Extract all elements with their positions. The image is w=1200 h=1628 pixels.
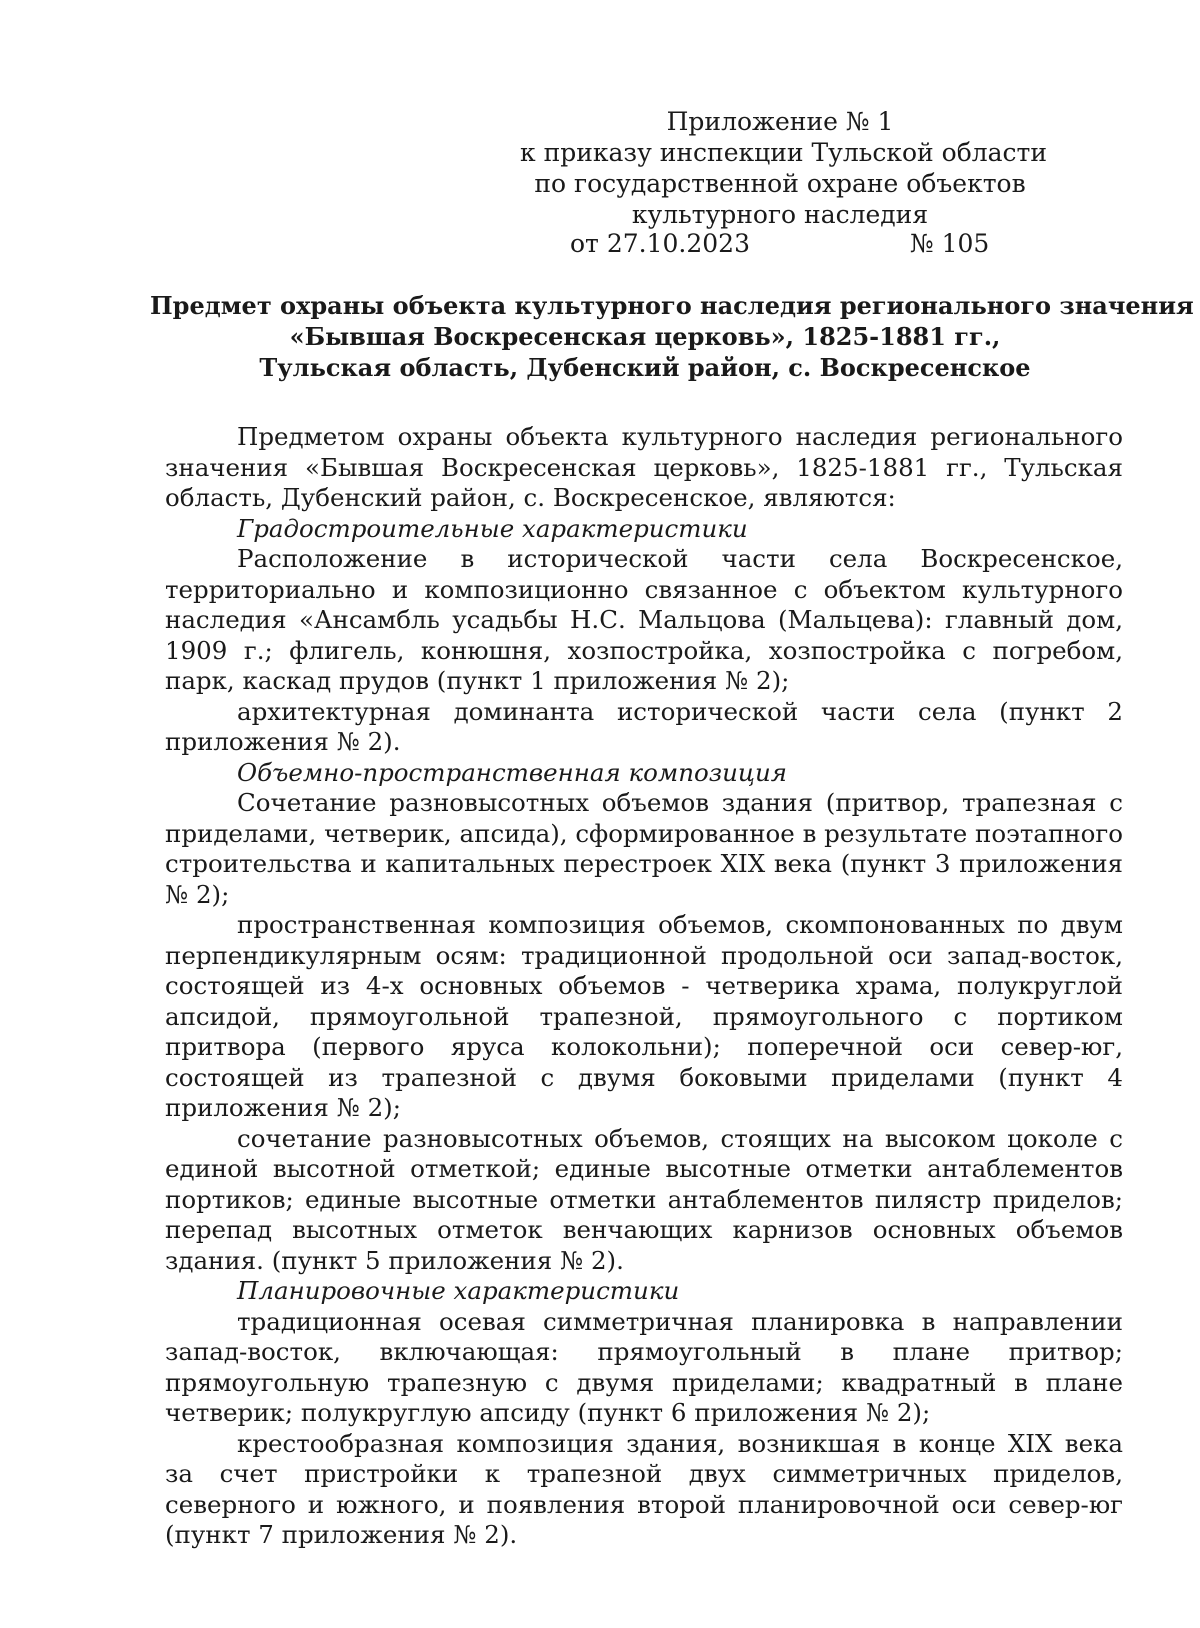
appendix-authority: по государственной охране объектов (534, 169, 1026, 198)
paragraph-plan-1: традиционная осевая симметричная планировка в направлении запад-восток, включающая: прямоугольный в плане притвор; прямоугольную трапезную с двумя приделами; квадратный в плане четверик; полукруглую апсиду (пункт 6 приложения № 2); (165, 1306, 1123, 1427)
paragraph-volume-1: Сочетание разновысотных объемов здания (притвор, трапезная с приделами, четверик, апсида), сформированное в результате поэтапного строительства и капитальных перестроек XIX века (пункт 3 приложения № 2); (165, 788, 1123, 909)
paragraph-plan-2: крестообразная композиция здания, возникшая в конце XIX века за счет пристройки к трапезной двух симметричных приделов, северного и южного, и появления второй планировочной оси север-юг (пункт 7 приложения № 2). (165, 1428, 1123, 1549)
intro-paragraph: Предметом охраны объекта культурного наследия регионального значения «Бывшая Воскресенская церковь», 1825-1881 гг., Тульская область, Дубенский район, с. Воскресенское, являются: (165, 422, 1123, 512)
appendix-date-number (570, 228, 1000, 259)
section-heading-plan: Планировочные характеристики (237, 1276, 680, 1305)
title-line-2: «Бывшая Воскресенская церковь», 1825-1881 гг., (289, 322, 1001, 351)
title-line-3: Тульская область, Дубенский район, с. Воскресенское (259, 353, 1031, 382)
section-heading-volume: Объемно-пространственная композиция (237, 757, 788, 787)
paragraph-urban-1: Расположение в исторической части села Воскресенское, территориально и композиционно связанное с объектом культурного наследия «Ансамбль усадьбы Н.С. Мальцова (Мальцева): главный дом, 1909 г.; флигель, конюшня, хозпостройка, хозпостройка с погребом, парк, каскад прудов (пункт 1 приложения № 2); (165, 544, 1123, 695)
appendix-header (520, 106, 1048, 230)
paragraph-urban-2: архитектурная доминанта исторической части села (пункт 2 приложения № 2). (165, 696, 1123, 756)
title-line-1: Предмет охраны объекта культурного наследия регионального значения (150, 291, 1194, 320)
document-title (150, 290, 1194, 383)
paragraph-volume-2: пространственная композиция объемов, скомпонованных по двум перпендикулярным осям: традиционной продольной оси запад-восток, состоящей из 4-х основных объемов - четверика храма, полукруглой апсидой, прямоугольной трапезной, прямоугольного с портиком притвора (первого яруса колокольни); поперечной оси север-юг, состоящей из трапезной с двумя боковыми приделами (пункт 4 приложения № 2); (165, 910, 1123, 1122)
appendix-title: Приложение № 1 (666, 107, 894, 136)
appendix-authority-cont: культурного наследия (631, 200, 929, 229)
paragraph-volume-3: сочетание разновысотных объемов, стоящих на высоком цоколе с единой высотной отметкой; единые высотные отметки антаблементов портиков; единые высотные отметки антаблементов пилястр приделов; перепад высотных отметок венчающих карнизов основных объемов здания. (пункт 5 приложения № 2). (165, 1123, 1123, 1275)
document-body (165, 422, 1123, 1551)
appendix-number: № 105 (910, 229, 990, 258)
appendix-order-ref: к приказу инспекции Тульской области (520, 138, 1048, 167)
appendix-date: от 27.10.2023 (570, 229, 750, 258)
section-heading-urban: Градостроительные характеристики (237, 513, 748, 543)
